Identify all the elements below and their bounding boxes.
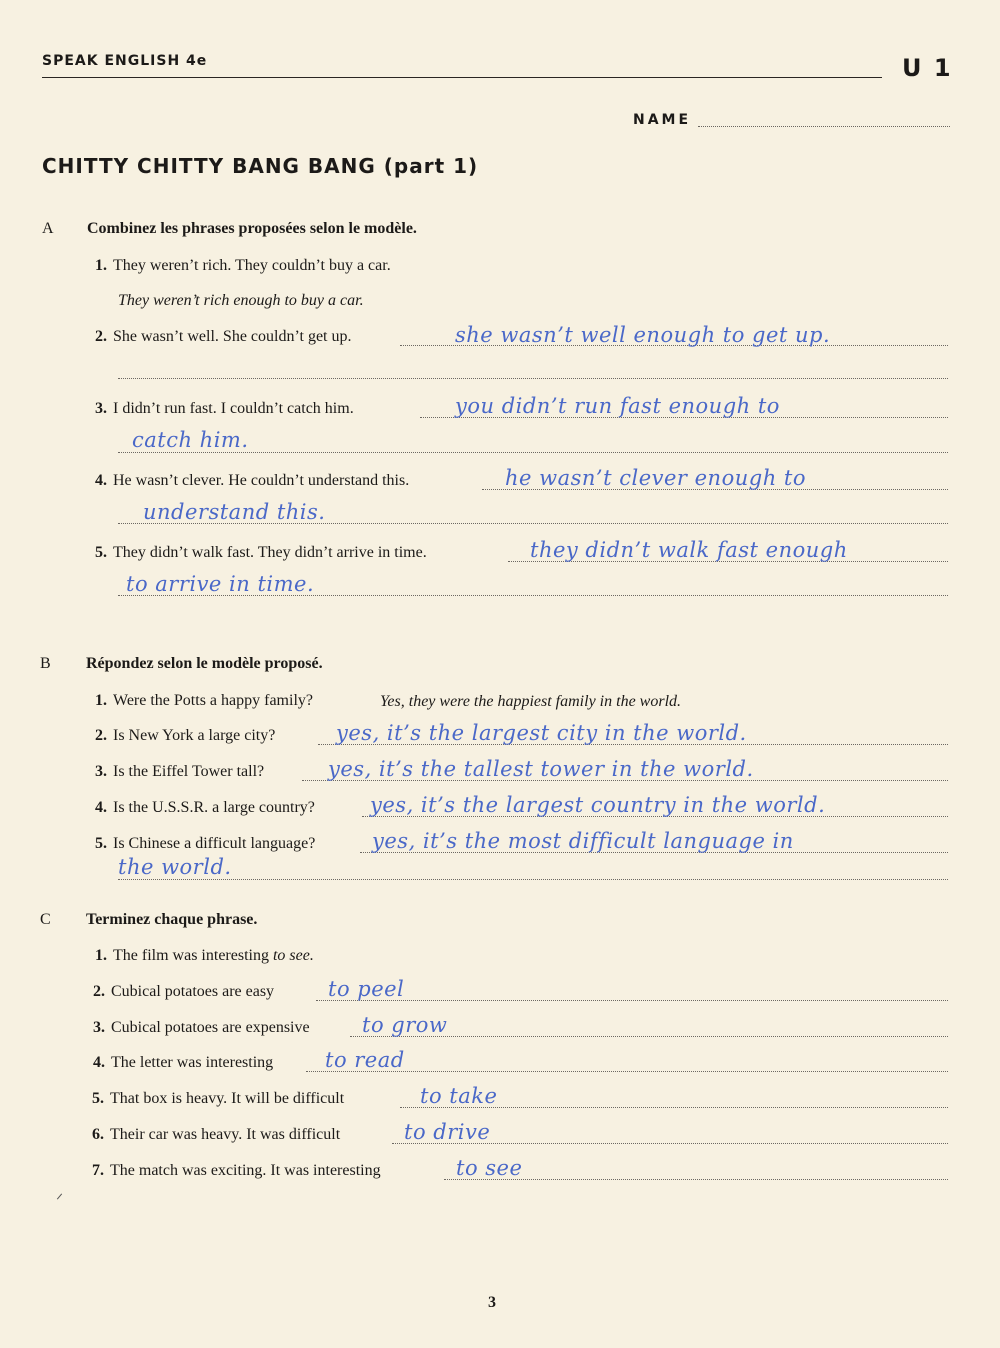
section-b-model-answer: Yes, they were the happiest family in the world. <box>380 693 682 710</box>
section-c-item-7: 7. The match was exciting. It was interesting <box>92 1162 381 1179</box>
section-a-model-question: 1. They weren’t rich. They couldn’t buy a car. <box>95 257 391 274</box>
section-c-item-3: 3. Cubical potatoes are expensive <box>93 1019 310 1036</box>
series-title: SPEAK ENGLISH 4e <box>42 53 208 69</box>
handwritten-answer: yes, it’s the largest country in the world. <box>370 793 826 817</box>
section-c-item-6: 6. Their car was heavy. It was difficult <box>92 1126 341 1143</box>
section-c-instruction: Terminez chaque phrase. <box>86 911 258 928</box>
section-b-model-question: 1. Were the Potts a happy family? <box>95 692 313 709</box>
section-c-item-2: 2. Cubical potatoes are easy <box>93 983 275 1000</box>
section-a-instruction: Combinez les phrases proposées selon le modèle. <box>87 220 417 237</box>
section-b-letter: B <box>40 655 51 672</box>
section-a-letter: A <box>42 220 54 237</box>
handwritten-answer-continued: to arrive in time. <box>126 572 315 596</box>
answer-line[interactable] <box>316 1000 948 1001</box>
section-b-instruction: Répondez selon le modèle proposé. <box>86 655 323 672</box>
section-a-item-2: 2. She wasn’t well. She couldn’t get up. <box>95 328 352 345</box>
section-a-item-4: 4. He wasn’t clever. He couldn’t understand this. <box>95 472 410 489</box>
answer-line[interactable] <box>118 879 948 880</box>
handwritten-answer: they didn’t walk fast enough <box>530 538 848 562</box>
handwritten-answer-continued: catch him. <box>132 428 249 452</box>
section-b-item-4: 4. Is the U.S.S.R. a large country? <box>95 799 315 816</box>
section-b-item-2: 2. Is New York a large city? <box>95 727 276 744</box>
handwritten-answer: to read <box>325 1048 405 1072</box>
handwritten-answer: she wasn’t well enough to get up. <box>455 323 831 347</box>
handwritten-answer: you didn’t run fast enough to <box>455 394 780 418</box>
section-c-letter: C <box>40 911 51 928</box>
handwritten-answer: to see <box>456 1156 523 1180</box>
section-b-item-5: 5. Is Chinese a difficult language? <box>95 835 316 852</box>
handwritten-answer: to drive <box>404 1120 491 1144</box>
handwritten-answer: yes, it’s the tallest tower in the world. <box>328 757 754 781</box>
section-a-item-5: 5. They didn’t walk fast. They didn’t arrive in time. <box>95 544 427 561</box>
answer-line[interactable] <box>118 452 948 453</box>
unit-label: U 1 <box>902 54 953 82</box>
header-rule <box>42 77 882 78</box>
handwritten-answer: to grow <box>362 1013 448 1037</box>
handwritten-answer-continued: the world. <box>118 855 232 879</box>
section-c-item-5: 5. That box is heavy. It will be difficult <box>92 1090 345 1107</box>
page-number: 3 <box>488 1294 496 1311</box>
handwritten-answer: to take <box>420 1084 498 1108</box>
handwritten-answer: yes, it’s the largest city in the world. <box>336 721 747 745</box>
handwritten-answer: to peel <box>328 977 405 1001</box>
handwritten-answer-continued: understand this. <box>143 500 326 524</box>
section-c-item-4: 4. The letter was interesting <box>93 1054 274 1071</box>
handwritten-answer: yes, it’s the most difficult language in <box>372 829 794 853</box>
name-label: NAME <box>633 112 692 128</box>
answer-line[interactable] <box>118 378 948 379</box>
pencil-mark <box>57 1193 62 1199</box>
handwritten-answer: he wasn’t clever enough to <box>505 466 806 490</box>
section-a-item-3: 3. I didn’t run fast. I couldn’t catch him. <box>95 400 354 417</box>
section-c-model: 1. The film was interesting to see. <box>95 947 314 964</box>
page-title: CHITTY CHITTY BANG BANG (part 1) <box>42 154 479 178</box>
name-field[interactable] <box>698 126 950 127</box>
section-b-item-3: 3. Is the Eiffel Tower tall? <box>95 763 265 780</box>
section-a-model-answer: They weren’t rich enough to buy a car. <box>118 292 364 309</box>
